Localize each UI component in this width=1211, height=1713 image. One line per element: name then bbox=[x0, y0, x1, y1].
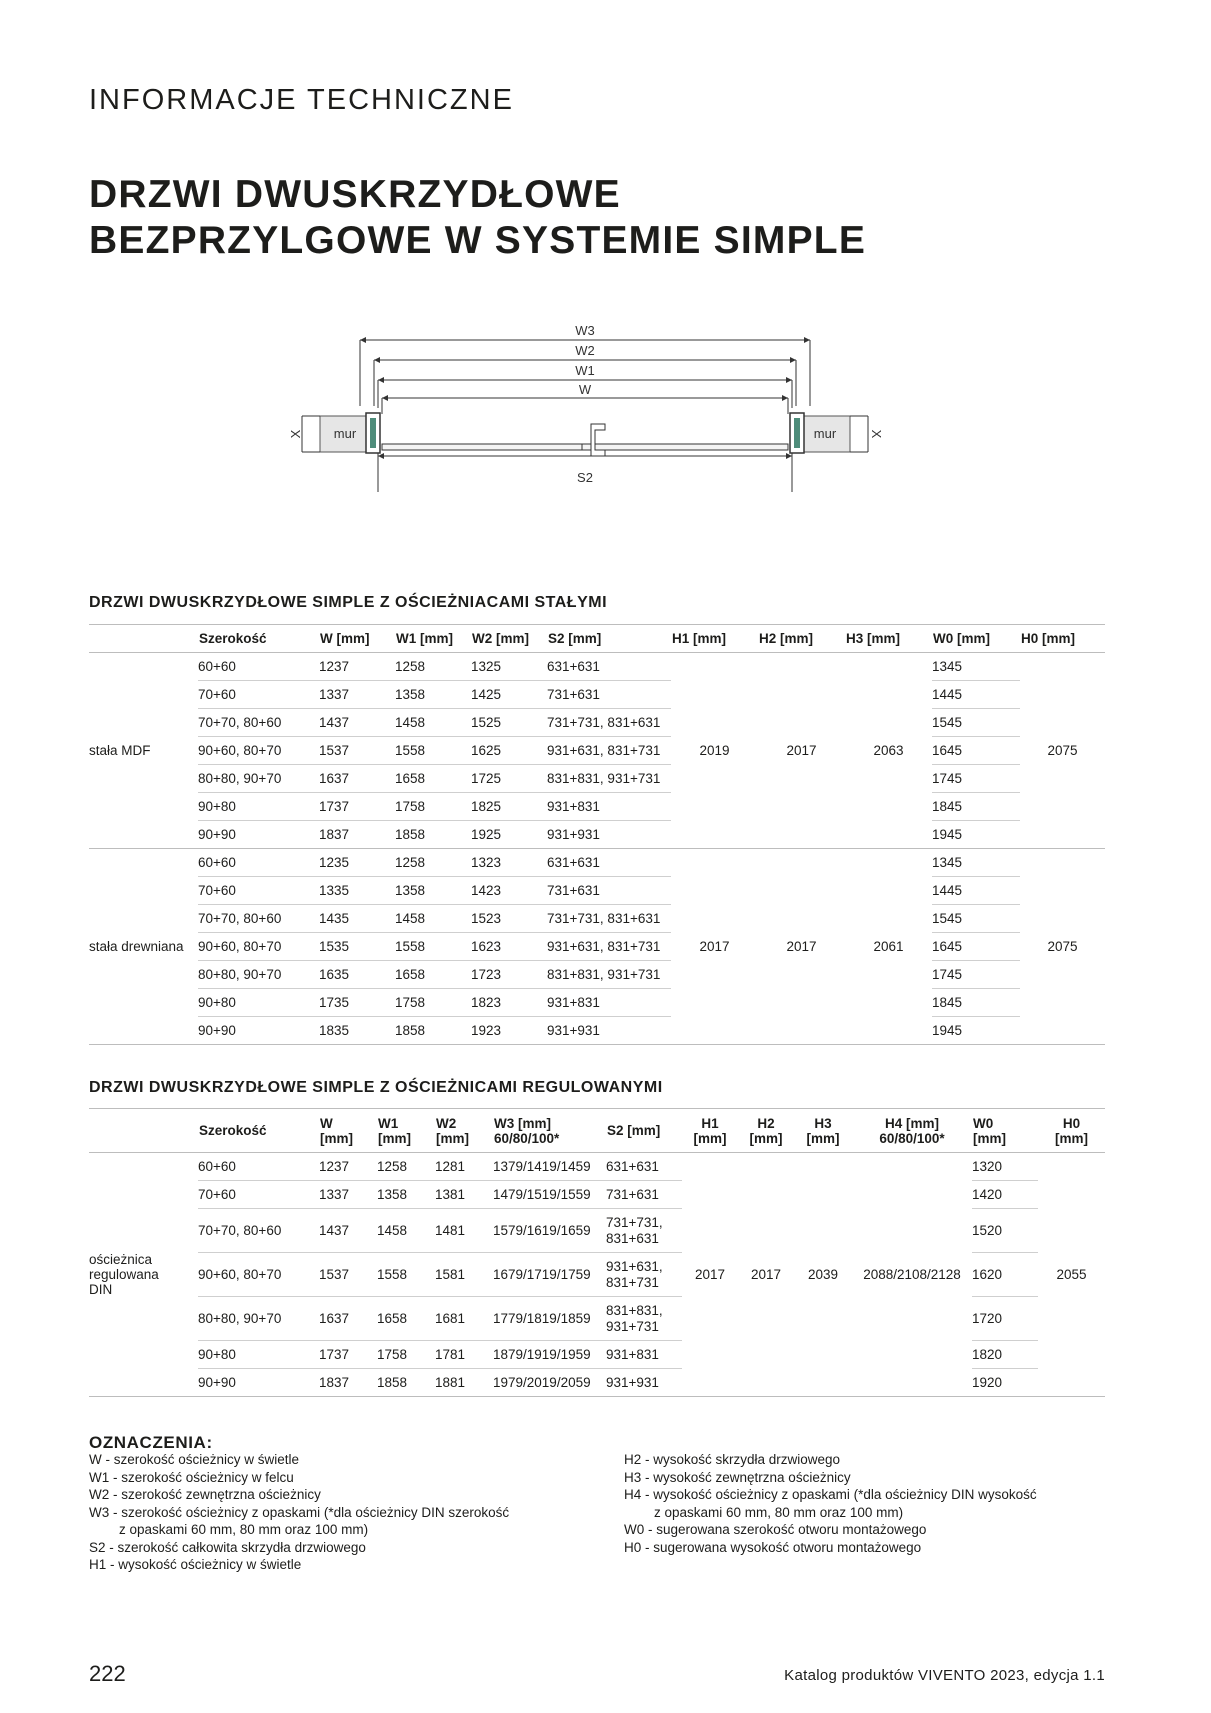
table-cell: 1637 bbox=[319, 765, 395, 793]
table-cell: 90+80 bbox=[198, 989, 319, 1017]
table-cell: 1723 bbox=[471, 961, 547, 989]
table-cell: 731+631 bbox=[606, 1181, 682, 1209]
table-cell: 1923 bbox=[471, 1017, 547, 1045]
table-cell: 60+60 bbox=[198, 653, 319, 681]
table-cell: 1458 bbox=[395, 709, 471, 737]
table-cell: 1325 bbox=[471, 653, 547, 681]
table-cell-w0: 1520 bbox=[972, 1209, 1038, 1253]
table-cell: 1258 bbox=[377, 1153, 435, 1181]
merged-cell-h3: 2039 bbox=[794, 1153, 852, 1397]
header-line-1: W2 bbox=[436, 1115, 457, 1131]
legend-item: S2 - szerokość całkowita skrzydła drzwiowego bbox=[89, 1539, 366, 1555]
header-line-1: H3 bbox=[814, 1115, 832, 1131]
table-cell: 1837 bbox=[319, 821, 395, 849]
header-line-1: H2 bbox=[757, 1115, 775, 1131]
table-cell: 1558 bbox=[395, 737, 471, 765]
table-cell: 90+80 bbox=[198, 793, 319, 821]
fixed-frame-table bbox=[89, 624, 1105, 1045]
table2-header-cell bbox=[435, 1109, 493, 1153]
table-cell: 1681 bbox=[435, 1297, 493, 1341]
table-cell: 1658 bbox=[377, 1297, 435, 1341]
table2-header-cell bbox=[89, 1109, 198, 1153]
table-row bbox=[89, 905, 1105, 933]
table-cell-w0: 1545 bbox=[932, 905, 1020, 933]
table-cell: 1525 bbox=[471, 709, 547, 737]
wall-right-label: mur bbox=[813, 426, 837, 441]
table-cell: 1235 bbox=[319, 849, 395, 877]
dim-x-left-label: X bbox=[288, 429, 303, 439]
table-cell: 1658 bbox=[395, 765, 471, 793]
table-cell-w0: 1945 bbox=[932, 821, 1020, 849]
table-cell: 1758 bbox=[395, 793, 471, 821]
header-line-2: [mm] bbox=[378, 1130, 411, 1146]
table-cell-w0: 1345 bbox=[932, 653, 1020, 681]
table-cell: 1737 bbox=[319, 1341, 377, 1369]
table-cell: 631+631 bbox=[606, 1153, 682, 1181]
wall-left-label: mur bbox=[333, 426, 357, 441]
merged-cell-h2: 2017 bbox=[758, 849, 845, 1045]
table-cell-w0: 1745 bbox=[932, 765, 1020, 793]
table-cell: 70+70, 80+60 bbox=[198, 905, 319, 933]
table-cell: 1758 bbox=[395, 989, 471, 1017]
table1-header-cell bbox=[89, 625, 198, 653]
table-row bbox=[89, 933, 1105, 961]
legend-item: W2 - szerokość zewnętrzna ościeżnicy bbox=[89, 1487, 321, 1502]
table-cell: 90+60, 80+70 bbox=[198, 933, 319, 961]
catalog-footer: Katalog produktów VIVENTO 2023, edycja 1.1 bbox=[784, 1667, 1105, 1684]
header-line-1: S2 [mm] bbox=[607, 1123, 661, 1138]
table-cell-w0: 1620 bbox=[972, 1253, 1038, 1297]
merged-cell-h4: 2088/2108/2128 bbox=[852, 1153, 972, 1397]
table-cell-w0: 1845 bbox=[932, 989, 1020, 1017]
table-cell: 1535 bbox=[319, 933, 395, 961]
table-cell: 1358 bbox=[395, 681, 471, 709]
dim-w-label: W bbox=[578, 382, 592, 397]
header-line-2: 60/80/100* bbox=[494, 1130, 560, 1146]
table2-title: DRZWI DWUSKRZYDŁOWE SIMPLE Z OŚCIEŻNICAMI REGULOWANYMI bbox=[89, 1079, 663, 1096]
table2-header-cell bbox=[606, 1109, 682, 1153]
row-group-label: ościeżnica regulowana DIN bbox=[89, 1153, 198, 1397]
header-line-1: H0 bbox=[1062, 1115, 1081, 1131]
table-cell-w0: 1320 bbox=[972, 1153, 1038, 1181]
table-cell: 731+731, 831+631 bbox=[547, 905, 671, 933]
table-cell-w0: 1920 bbox=[972, 1369, 1038, 1397]
merged-cell-h1: 2017 bbox=[682, 1153, 738, 1397]
table-cell-w0: 1645 bbox=[932, 933, 1020, 961]
table-cell: 70+60 bbox=[198, 1181, 319, 1209]
table2-header-cell bbox=[794, 1109, 852, 1153]
table-cell: 90+90 bbox=[198, 1369, 319, 1397]
header-line-2: 60/80/100* bbox=[879, 1130, 945, 1146]
table-cell-w0: 1445 bbox=[932, 681, 1020, 709]
table-cell: 1437 bbox=[319, 709, 395, 737]
table-cell: 1735 bbox=[319, 989, 395, 1017]
header-line-2: [mm] bbox=[749, 1130, 783, 1146]
dim-w2-label: W2 bbox=[575, 343, 595, 358]
table-cell: 1579/1619/1659 bbox=[493, 1209, 606, 1253]
header-line-1: W1 bbox=[378, 1115, 399, 1131]
table1-header-cell: H2 [mm] bbox=[758, 625, 845, 653]
table-row bbox=[89, 681, 1105, 709]
legend-title: OZNACZENIA: bbox=[89, 1433, 213, 1452]
table-cell: 1323 bbox=[471, 849, 547, 877]
table-cell: 1258 bbox=[395, 653, 471, 681]
table-cell: 1437 bbox=[319, 1209, 377, 1253]
table-cell: 1858 bbox=[377, 1369, 435, 1397]
table-cell: 1479/1519/1559 bbox=[493, 1181, 606, 1209]
table-cell: 1625 bbox=[471, 737, 547, 765]
legend-item: H0 - sugerowana wysokość otworu montażowego bbox=[624, 1539, 922, 1555]
table-cell: 1823 bbox=[471, 989, 547, 1017]
table-cell: 1537 bbox=[319, 737, 395, 765]
legend-item: z opaskami 60 mm, 80 mm oraz 100 mm) bbox=[89, 1522, 369, 1537]
table-cell: 1435 bbox=[319, 905, 395, 933]
legend-item: H1 - wysokość ościeżnicy w świetle bbox=[89, 1557, 302, 1572]
table-cell: 1237 bbox=[319, 1153, 377, 1181]
merged-cell-h2: 2017 bbox=[738, 1153, 794, 1397]
table-cell: 70+70, 80+60 bbox=[198, 1209, 319, 1253]
legend-right-column bbox=[624, 1451, 1037, 1556]
adjustable-frame-table bbox=[89, 1108, 1105, 1397]
table-cell-w0: 1445 bbox=[932, 877, 1020, 905]
table-cell: 731+731, 831+631 bbox=[547, 709, 671, 737]
table-row bbox=[89, 765, 1105, 793]
table-cell: 631+631 bbox=[547, 653, 671, 681]
table-row bbox=[89, 653, 1105, 681]
legend-item: H4 - wysokość ościeżnicy z opaskami (*dla ościeżnicy DIN wysokość bbox=[624, 1487, 1037, 1502]
table-cell: 1679/1719/1759 bbox=[493, 1253, 606, 1297]
header-line-1: Szerokość bbox=[199, 1123, 267, 1138]
header-line-2: [mm] bbox=[436, 1130, 469, 1146]
table-row bbox=[89, 989, 1105, 1017]
table-cell: 1737 bbox=[319, 793, 395, 821]
table-row bbox=[89, 1017, 1105, 1045]
dim-w3-label: W3 bbox=[575, 323, 595, 338]
legend-left-column bbox=[89, 1451, 509, 1574]
table-cell: 1979/2019/2059 bbox=[493, 1369, 606, 1397]
legend-item: W0 - sugerowana szerokość otworu montażowego bbox=[624, 1522, 927, 1537]
header-line-2: [mm] bbox=[693, 1130, 727, 1146]
page-title-line-2: BEZPRZYLGOWE W SYSTEMIE SIMPLE bbox=[89, 219, 867, 262]
table2-header-cell bbox=[377, 1109, 435, 1153]
table-cell: 1337 bbox=[319, 1181, 377, 1209]
table-cell: 70+60 bbox=[198, 681, 319, 709]
table-cell: 60+60 bbox=[198, 1153, 319, 1181]
table-cell: 731+631 bbox=[547, 681, 671, 709]
table1-header-cell: H0 [mm] bbox=[1020, 625, 1105, 653]
page-title-line-1: DRZWI DWUSKRZYDŁOWE bbox=[89, 173, 621, 216]
table-cell: 80+80, 90+70 bbox=[198, 1297, 319, 1341]
table-cell: 70+70, 80+60 bbox=[198, 709, 319, 737]
table2-header-cell bbox=[852, 1109, 972, 1153]
legend-item: H3 - wysokość zewnętrzna ościeżnicy bbox=[624, 1469, 851, 1485]
legend-item: W1 - szerokość ościeżnicy w felcu bbox=[89, 1469, 294, 1485]
table-cell: 831+831, 931+731 bbox=[547, 961, 671, 989]
table-cell: 931+931 bbox=[547, 821, 671, 849]
table-cell: 90+90 bbox=[198, 1017, 319, 1045]
table-cell: 1481 bbox=[435, 1209, 493, 1253]
legend-item: z opaskami 60 mm, 80 mm oraz 100 mm) bbox=[624, 1504, 904, 1520]
table-row bbox=[89, 793, 1105, 821]
table-cell: 1381 bbox=[435, 1181, 493, 1209]
table-cell-w0: 1845 bbox=[932, 793, 1020, 821]
table1-header-cell: S2 [mm] bbox=[547, 625, 671, 653]
page-number: 222 bbox=[89, 1661, 126, 1686]
table-cell: 931+831 bbox=[547, 989, 671, 1017]
table-cell-w0: 1820 bbox=[972, 1341, 1038, 1369]
table2-header-cell bbox=[1038, 1109, 1105, 1153]
table-cell: 1358 bbox=[377, 1181, 435, 1209]
header-line-2: [mm] bbox=[1055, 1130, 1088, 1146]
table-row bbox=[89, 1153, 1105, 1181]
table-cell-w0: 1745 bbox=[932, 961, 1020, 989]
table-cell: 1658 bbox=[395, 961, 471, 989]
table-cell: 1537 bbox=[319, 1253, 377, 1297]
merged-cell-h1: 2017 bbox=[671, 849, 758, 1045]
table-cell: 1523 bbox=[471, 905, 547, 933]
table-row bbox=[89, 877, 1105, 905]
table1-header-cell: H3 [mm] bbox=[845, 625, 932, 653]
table-cell: 931+631, 831+731 bbox=[547, 737, 671, 765]
merged-cell-h2: 2017 bbox=[758, 653, 845, 849]
header-line-2: [mm] bbox=[973, 1130, 1006, 1146]
dim-s2-label: S2 bbox=[577, 470, 593, 485]
merged-cell-h1: 2019 bbox=[671, 653, 758, 849]
table2-header-cell bbox=[972, 1109, 1038, 1153]
table-cell: 90+60, 80+70 bbox=[198, 1253, 319, 1297]
table1-header-cell: W2 [mm] bbox=[471, 625, 547, 653]
merged-cell-h0: 2075 bbox=[1020, 653, 1105, 849]
table-cell: 931+831 bbox=[547, 793, 671, 821]
table-cell: 80+80, 90+70 bbox=[198, 961, 319, 989]
table-cell: 1581 bbox=[435, 1253, 493, 1297]
table-cell: 931+831 bbox=[606, 1341, 682, 1369]
table-cell: 60+60 bbox=[198, 849, 319, 877]
table-cell-w0: 1945 bbox=[932, 1017, 1020, 1045]
merged-cell-h3: 2061 bbox=[845, 849, 932, 1045]
table-cell: 1635 bbox=[319, 961, 395, 989]
table-cell: 1425 bbox=[471, 681, 547, 709]
table-cell: 1358 bbox=[395, 877, 471, 905]
table-cell: 1423 bbox=[471, 877, 547, 905]
table-cell: 1281 bbox=[435, 1153, 493, 1181]
table-cell: 1458 bbox=[377, 1209, 435, 1253]
table-cell: 90+60, 80+70 bbox=[198, 737, 319, 765]
table-cell: 1558 bbox=[377, 1253, 435, 1297]
row-group-label: stała MDF bbox=[89, 653, 198, 849]
table-cell: 1337 bbox=[319, 681, 395, 709]
table-cell: 1335 bbox=[319, 877, 395, 905]
legend-item: H2 - wysokość skrzydła drzwiowego bbox=[624, 1452, 841, 1467]
table-cell: 1779/1819/1859 bbox=[493, 1297, 606, 1341]
table2-header-cell bbox=[493, 1109, 606, 1153]
merged-cell-h0: 2075 bbox=[1020, 849, 1105, 1045]
table-cell: 931+931 bbox=[547, 1017, 671, 1045]
table2-header-cell bbox=[198, 1109, 319, 1153]
table-cell: 1879/1919/1959 bbox=[493, 1341, 606, 1369]
table-cell: 80+80, 90+70 bbox=[198, 765, 319, 793]
table1-header-cell: H1 [mm] bbox=[671, 625, 758, 653]
header-line-2: [mm] bbox=[806, 1130, 840, 1146]
row-group-label: stała drewniana bbox=[89, 849, 198, 1045]
dim-w1-label: W1 bbox=[575, 363, 595, 378]
header-line-1: W0 bbox=[973, 1115, 994, 1131]
table-cell-w0: 1420 bbox=[972, 1181, 1038, 1209]
table-cell: 1725 bbox=[471, 765, 547, 793]
table-cell: 631+631 bbox=[547, 849, 671, 877]
door-frame-diagram bbox=[288, 318, 884, 493]
table-cell-w0: 1545 bbox=[932, 709, 1020, 737]
table-cell: 1781 bbox=[435, 1341, 493, 1369]
table1-header-cell: Szerokość bbox=[198, 625, 319, 653]
header-line-1: H4 [mm] bbox=[884, 1115, 939, 1131]
header-line-1: W3 [mm] bbox=[494, 1115, 551, 1131]
table-cell: 1835 bbox=[319, 1017, 395, 1045]
legend-item: W - szerokość ościeżnicy w świetle bbox=[89, 1452, 300, 1467]
table-cell: 1837 bbox=[319, 1369, 377, 1397]
table-cell: 731+631 bbox=[547, 877, 671, 905]
page-title bbox=[89, 172, 866, 264]
table-cell: 90+90 bbox=[198, 821, 319, 849]
table-cell: 931+631, 831+731 bbox=[606, 1253, 682, 1297]
table2-header-cell bbox=[738, 1109, 794, 1153]
section-label: INFORMACJE TECHNICZNE bbox=[89, 84, 514, 116]
dim-x-right-label: X bbox=[869, 429, 884, 439]
legend-item: W3 - szerokość ościeżnicy z opaskami (*dla ościeżnicy DIN szerokość bbox=[89, 1504, 510, 1520]
table-cell: 931+631, 831+731 bbox=[547, 933, 671, 961]
table1-header-cell: W0 [mm] bbox=[932, 625, 1020, 653]
table-row bbox=[89, 821, 1105, 849]
table-cell: 831+831, 931+731 bbox=[606, 1297, 682, 1341]
table-cell: 1237 bbox=[319, 653, 395, 681]
table1-header-cell: W [mm] bbox=[319, 625, 395, 653]
table-cell: 1379/1419/1459 bbox=[493, 1153, 606, 1181]
table-row bbox=[89, 961, 1105, 989]
table-cell-w0: 1720 bbox=[972, 1297, 1038, 1341]
table-cell: 1258 bbox=[395, 849, 471, 877]
table-cell: 1558 bbox=[395, 933, 471, 961]
table-row bbox=[89, 849, 1105, 877]
table-cell: 831+831, 931+731 bbox=[547, 765, 671, 793]
table-cell: 1881 bbox=[435, 1369, 493, 1397]
table-row bbox=[89, 737, 1105, 765]
header-line-1: H1 bbox=[701, 1115, 719, 1131]
table-cell: 1925 bbox=[471, 821, 547, 849]
header-line-1: W bbox=[320, 1115, 333, 1131]
table1-header-cell: W1 [mm] bbox=[395, 625, 471, 653]
table1-title: DRZWI DWUSKRZYDŁOWE SIMPLE Z OŚCIEŻNIACAMI STAŁYMI bbox=[89, 594, 608, 611]
merged-cell-h3: 2063 bbox=[845, 653, 932, 849]
merged-cell-h0: 2055 bbox=[1038, 1153, 1105, 1397]
table-cell: 90+80 bbox=[198, 1341, 319, 1369]
header-line-2: [mm] bbox=[320, 1130, 353, 1146]
table-cell: 1758 bbox=[377, 1341, 435, 1369]
table-cell: 1623 bbox=[471, 933, 547, 961]
table-cell: 1458 bbox=[395, 905, 471, 933]
table-cell: 1858 bbox=[395, 821, 471, 849]
table-cell: 1825 bbox=[471, 793, 547, 821]
table-row bbox=[89, 709, 1105, 737]
table-cell-w0: 1645 bbox=[932, 737, 1020, 765]
table-cell: 70+60 bbox=[198, 877, 319, 905]
table2-header-cell bbox=[319, 1109, 377, 1153]
table-cell-w0: 1345 bbox=[932, 849, 1020, 877]
table-cell: 1858 bbox=[395, 1017, 471, 1045]
table-cell: 931+931 bbox=[606, 1369, 682, 1397]
table2-header-cell bbox=[682, 1109, 738, 1153]
table-cell: 1637 bbox=[319, 1297, 377, 1341]
table-cell: 731+731, 831+631 bbox=[606, 1209, 682, 1253]
